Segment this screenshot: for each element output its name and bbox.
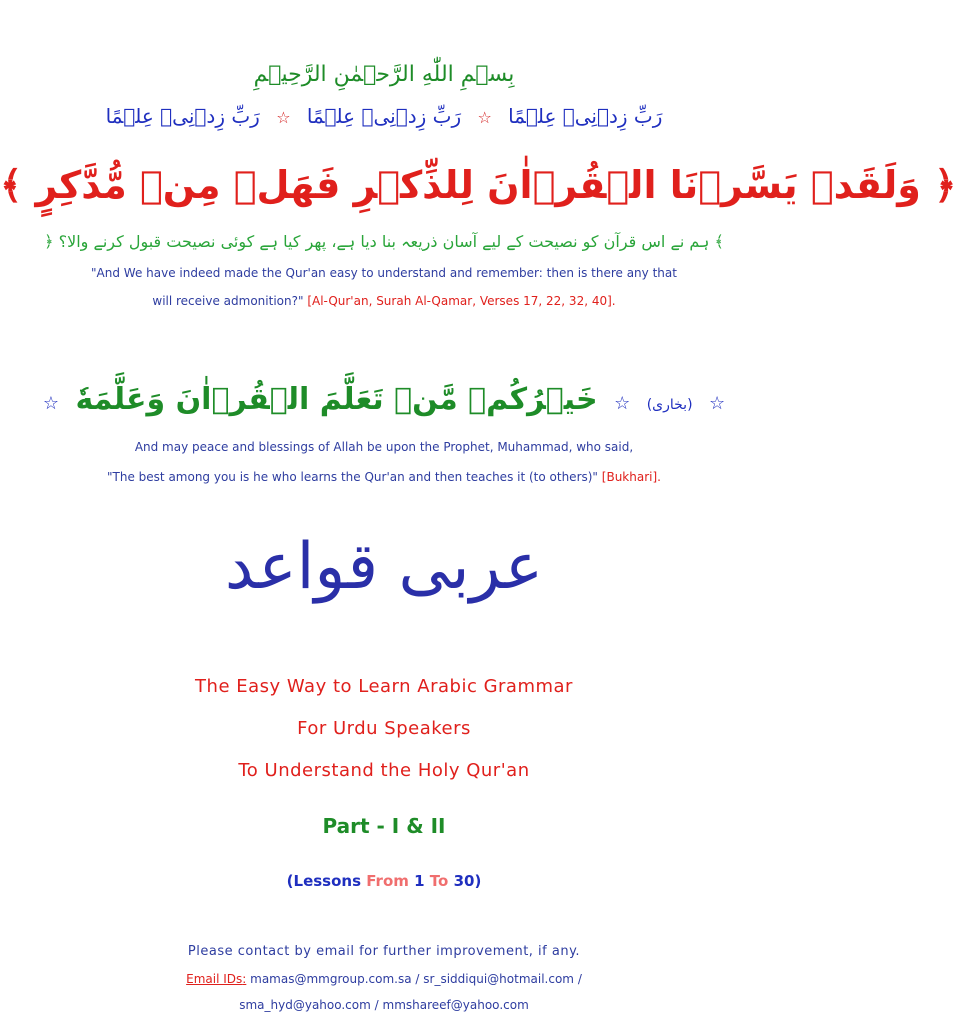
title-line1: The Easy Way to Learn Arabic Grammar <box>195 676 573 697</box>
email-link-3[interactable]: sma_hyd@yahoo.com <box>239 998 371 1012</box>
star-icon: ☆ <box>477 108 492 127</box>
star-icon: ☆ <box>709 393 726 414</box>
email-link-4[interactable]: mmshareef@yahoo.com <box>382 998 529 1012</box>
star-icon: ☆ <box>42 393 59 414</box>
rabbi-zidni-row <box>0 104 768 128</box>
hadith-text: خَيۡرُكُمۡ مَّنۡ تَعَلَّمَ الۡقُرۡاٰنَ وَعَلَّمَهٗ <box>75 382 598 417</box>
contact-text: Please contact by email for further improvement, if any. <box>187 944 581 959</box>
hadith-translation <box>0 470 768 484</box>
hadith-row <box>0 382 768 417</box>
urdu-translation: ﴾ ہم نے اس قرآن کو نصیحت کے لیے آسان ذریعہ بنا دیا ہے، پھر کیا ہے کوئی نصیحت قبول کرنے والا؟ ﴿ <box>44 232 724 251</box>
email-label: Email IDs <box>186 972 243 986</box>
lessons-to: To <box>429 872 449 890</box>
verse-reference: [Al-Qur'an, Surah Al-Qamar, Verses 17, 22, 32, 40]. <box>307 294 616 308</box>
hadith-source: (بخاری) <box>646 397 693 413</box>
email-link-2[interactable]: sr_siddiqui@hotmail.com <box>423 972 574 986</box>
title-line2: For Urdu Speakers <box>297 718 471 739</box>
hadith-translation-text: "The best among you is he who learns the Qur'an and then teaches it (to others)" <box>107 470 598 484</box>
lessons-range <box>0 872 768 890</box>
part-label: Part - I & II <box>322 814 446 838</box>
english-translation-end: will receive admonition?" <box>152 294 304 308</box>
verse-text: وَلَقَدۡ يَسَّرۡنَا الۡقُرۡاٰنَ لِلذِّكۡرِ فَهَلۡ مِنۡ مُّدَّكِرٍ <box>35 163 921 207</box>
hadith-intro: And may peace and blessings of Allah be upon the Prophet, Muhammad, who said, <box>134 440 634 454</box>
email-row1 <box>0 972 768 986</box>
english-translation-line2 <box>0 294 768 308</box>
title-line3: To Understand the Holy Qur'an <box>238 760 530 781</box>
basmala: بِسۡمِ اللّٰهِ الرَّحۡمٰنِ الرَّحِيۡمِ <box>253 62 515 87</box>
lessons-open: (Lessons <box>286 872 362 890</box>
email-row2 <box>0 998 768 1012</box>
email-separator: / <box>374 998 379 1012</box>
rabbi-zidni-2: رَبِّ زِدۡنِیۡ عِلۡمًا <box>306 104 462 128</box>
lessons-end: 30) <box>453 872 482 890</box>
star-icon: ☆ <box>614 393 631 414</box>
lessons-from: From <box>366 872 409 890</box>
rabbi-zidni-3: رَبِّ زِدۡنِیۡ عِلۡمًا <box>508 104 663 128</box>
verse-bracket-left: ﴾ <box>0 163 23 207</box>
arabic-title: عربی قواعد <box>224 530 544 604</box>
rabbi-zidni-1: رَبِّ زِدۡنِیۡ عِلۡمًا <box>105 104 260 128</box>
email-label-colon: : <box>242 972 247 986</box>
english-translation-line1: "And We have indeed made the Qur'an easy to understand and remember: then is there any that <box>91 266 677 280</box>
lessons-start: 1 <box>414 872 425 890</box>
email-separator: / <box>577 972 582 986</box>
hadith-reference: [Bukhari]. <box>601 470 661 484</box>
quran-verse <box>0 163 956 207</box>
email-separator: / <box>415 972 420 986</box>
verse-bracket-right: ﴿ <box>934 163 956 207</box>
email-link-1[interactable]: mamas@mmgroup.com.sa <box>250 972 412 986</box>
star-icon: ☆ <box>276 108 291 127</box>
